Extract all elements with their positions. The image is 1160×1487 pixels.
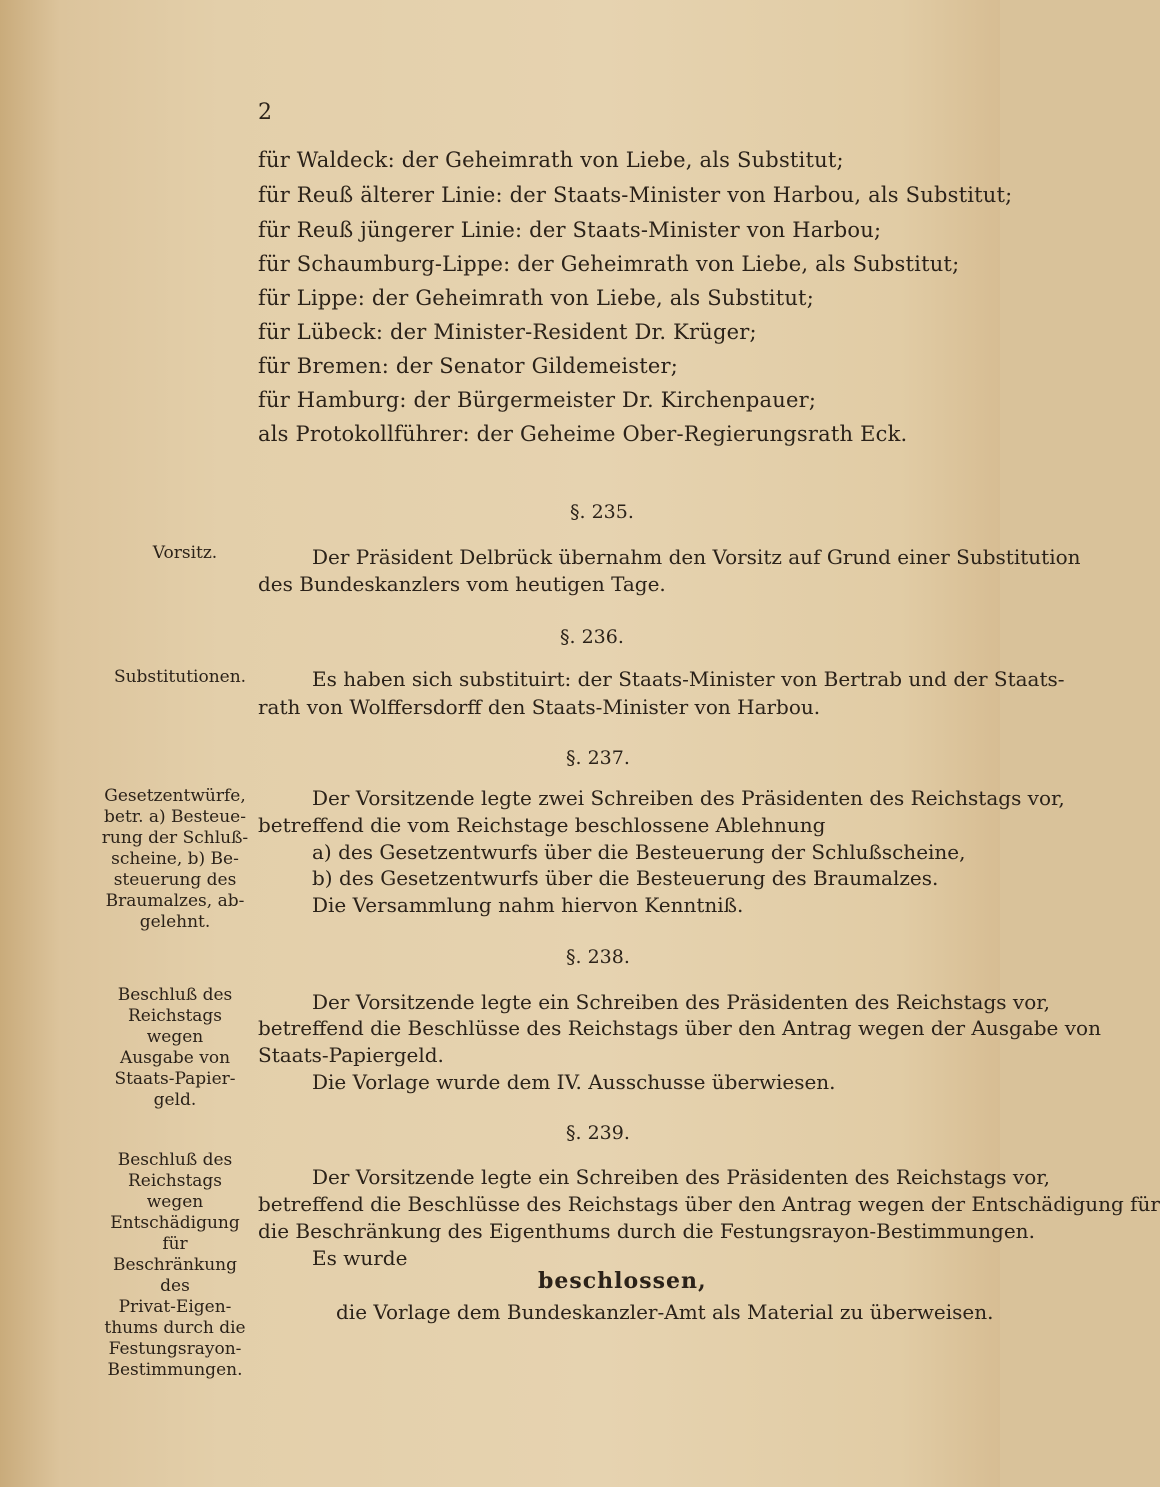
body-line: die Beschränkung des Eigenthums durch die Festungsrayon-Bestimmungen.	[258, 1219, 1035, 1243]
body-line: Es haben sich substituirt: der Staats-Minister von Bertrab und der Staats-	[312, 667, 1065, 691]
body-line: a) des Gesetzentwurfs über die Besteuerung der Schlußscheine,	[312, 840, 966, 864]
roll-line: für Reuß älterer Linie: der Staats-Minister von Harbou, als Substitut;	[258, 183, 1013, 207]
body-line: Der Vorsitzende legte ein Schreiben des Präsidenten des Reichstags vor,	[312, 990, 1050, 1014]
resolution-line: die Vorlage dem Bundeskanzler-Amt als Material zu überweisen.	[336, 1300, 994, 1324]
roll-line: für Lübeck: der Minister-Resident Dr. Krüger;	[258, 320, 757, 344]
margin-note: Gesetzentwürfe, betr. a) Besteue- rung der Schluß- scheine, b) Be- steuerung des Braumalzes, ab- gelehnt.	[101, 786, 249, 932]
body-line: Der Vorsitzende legte zwei Schreiben des Präsidenten des Reichstags vor,	[312, 786, 1065, 810]
section-number: §. 238.	[566, 946, 630, 968]
roll-line: für Reuß jüngerer Linie: der Staats-Minister von Harbou;	[258, 218, 882, 242]
section-number: §. 237.	[566, 747, 630, 769]
resolved-heading: beschlossen,	[538, 1268, 707, 1294]
roll-line: für Waldeck: der Geheimrath von Liebe, als Substitut;	[258, 148, 844, 172]
margin-note: Substitutionen.	[113, 667, 247, 687]
body-line: des Bundeskanzlers vom heutigen Tage.	[258, 572, 666, 596]
body-line: Die Vorlage wurde dem IV. Ausschusse überwiesen.	[312, 1070, 836, 1094]
body-line: Staats-Papiergeld.	[258, 1043, 444, 1067]
section-number: §. 235.	[570, 501, 634, 523]
body-line: Die Versammlung nahm hiervon Kenntniß.	[312, 893, 744, 917]
body-line: Der Präsident Delbrück übernahm den Vorsitz auf Grund einer Substitution	[312, 545, 1081, 569]
margin-note: Beschluß des Reichstags wegen Entschädigung für Beschränkung des Privat-Eigen- thums durch die Festungsrayon- Bestimmungen.	[104, 1150, 246, 1380]
roll-line: für Schaumburg-Lippe: der Geheimrath von Liebe, als Substitut;	[258, 252, 960, 276]
body-line: Der Vorsitzende legte ein Schreiben des Präsidenten des Reichstags vor,	[312, 1165, 1050, 1189]
page-number: 2	[258, 100, 272, 125]
body-line: Es wurde	[312, 1246, 408, 1270]
body-line: betreffend die vom Reichstage beschlossene Ablehnung	[258, 813, 826, 837]
section-number: §. 236.	[560, 626, 624, 648]
roll-line: für Bremen: der Senator Gildemeister;	[258, 354, 679, 378]
body-line: betreffend die Beschlüsse des Reichstags über den Antrag wegen der Entschädigung für	[258, 1192, 1160, 1216]
body-line: betreffend die Beschlüsse des Reichstags über den Antrag wegen der Ausgabe von	[258, 1016, 1101, 1040]
roll-line: als Protokollführer: der Geheime Ober-Regierungsrath Eck.	[258, 422, 908, 446]
body-line: rath von Wolffersdorff den Staats-Minister von Harbou.	[258, 695, 821, 719]
roll-line: für Hamburg: der Bürgermeister Dr. Kirchenpauer;	[258, 388, 817, 412]
roll-line: für Lippe: der Geheimrath von Liebe, als Substitut;	[258, 286, 814, 310]
body-line: b) des Gesetzentwurfs über die Besteuerung des Braumalzes.	[312, 866, 939, 890]
margin-note: Vorsitz.	[152, 543, 218, 563]
margin-note: Beschluß des Reichstags wegen Ausgabe von Staats-Papier- geld.	[114, 985, 236, 1110]
section-number: §. 239.	[566, 1122, 630, 1144]
